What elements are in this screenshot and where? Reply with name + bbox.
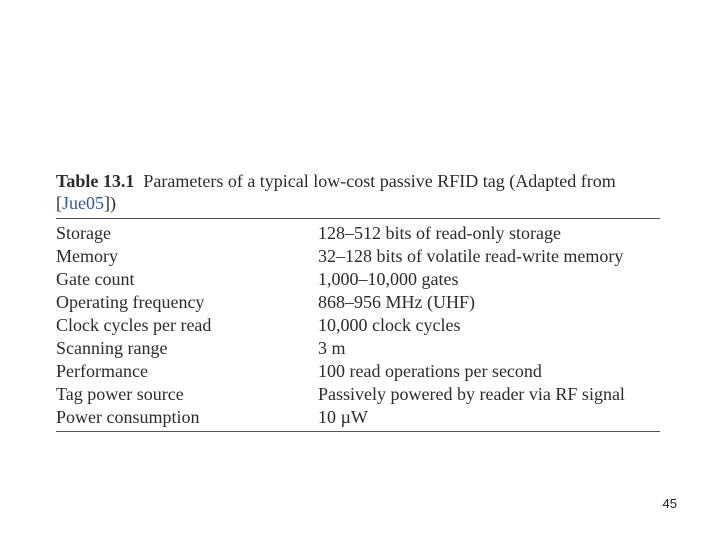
parameter-cell: Scanning range [56, 338, 168, 358]
value-cell: 32–128 bits of volatile read-write memory [318, 246, 624, 266]
table-caption-label: Table 13.1 [56, 171, 135, 191]
table-caption-text: Parameters of a typical low-cost passive RFID tag (Adapted from [ [56, 171, 616, 213]
table-row [56, 360, 660, 383]
value-cell: 10,000 clock cycles [318, 315, 461, 335]
table-row [56, 406, 660, 429]
parameter-cell: Gate count [56, 269, 135, 289]
parameter-cell: Memory [56, 246, 118, 266]
table-row [56, 337, 660, 360]
value-cell: 3 m [318, 338, 346, 358]
table-row [56, 222, 660, 245]
parameter-cell: Tag power source [56, 384, 184, 404]
parameter-cell: Storage [56, 223, 111, 243]
table-caption [56, 170, 660, 214]
value-cell: 128–512 bits of read-only storage [318, 223, 561, 243]
value-cell: 1,000–10,000 gates [318, 269, 459, 289]
table-bottom-rule [56, 431, 660, 432]
parameter-cell: Power consumption [56, 407, 200, 427]
rfid-parameters-table [56, 170, 660, 432]
citation-link-jue05[interactable]: Jue05 [62, 193, 104, 213]
value-cell: 100 read operations per second [318, 361, 542, 381]
table-caption-text-end: ]) [104, 193, 116, 213]
parameter-cell: Performance [56, 361, 148, 381]
parameter-cell: Clock cycles per read [56, 315, 212, 335]
page-number: 45 [662, 496, 677, 511]
parameter-cell: Operating frequency [56, 292, 205, 312]
value-cell: 10 µW [318, 407, 368, 427]
table-row [56, 291, 660, 314]
table-row [56, 314, 660, 337]
table-row [56, 245, 660, 268]
value-cell: Passively powered by reader via RF signal [318, 384, 625, 404]
table-row [56, 383, 660, 406]
value-cell: 868–956 MHz (UHF) [318, 292, 475, 312]
table-row [56, 268, 660, 291]
table-body [56, 219, 660, 431]
